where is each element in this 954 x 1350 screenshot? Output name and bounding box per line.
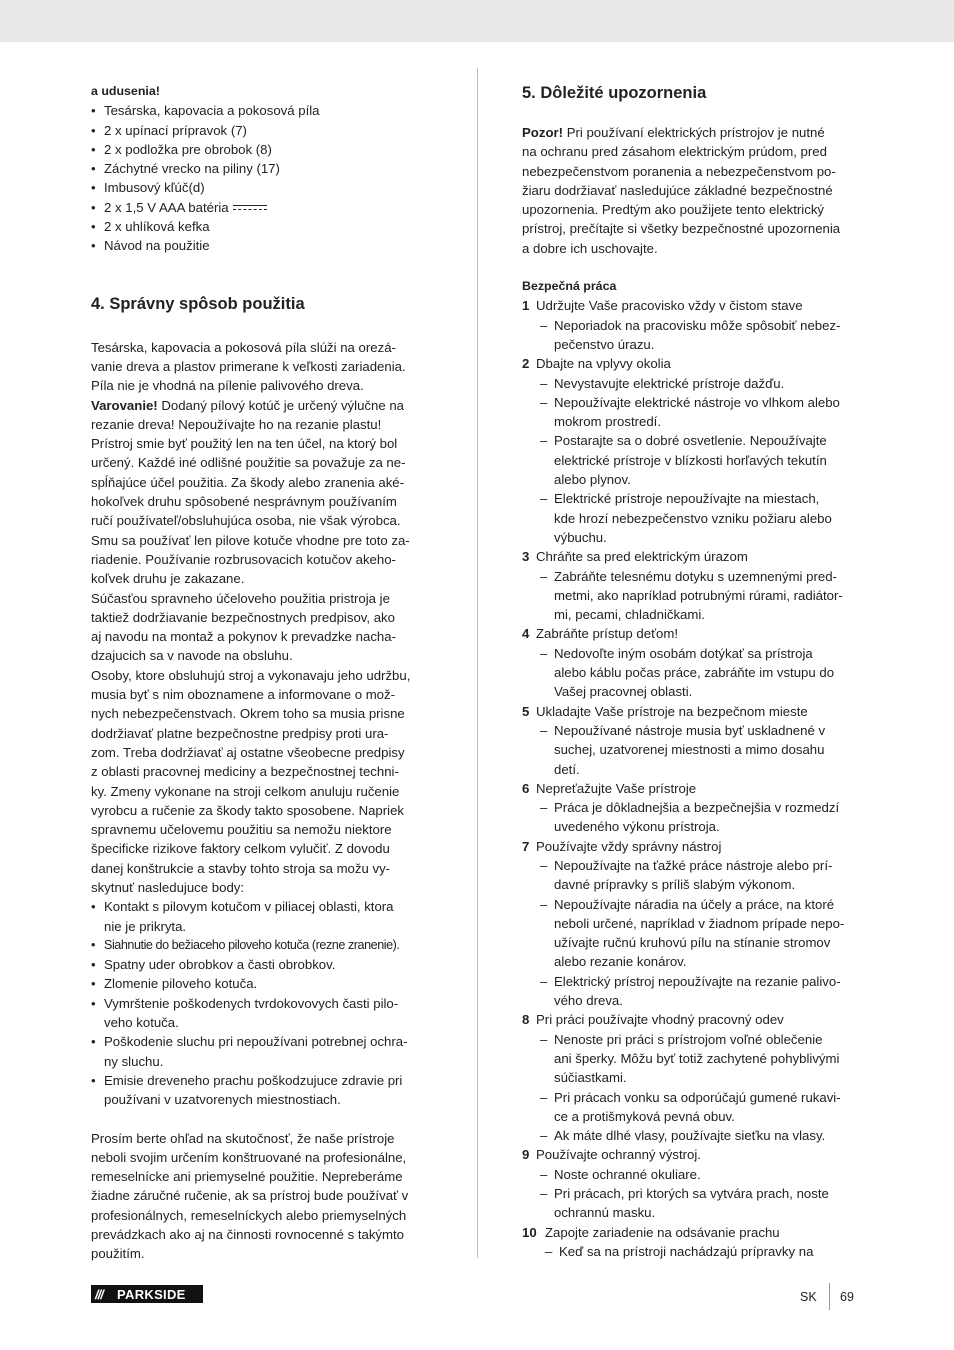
column-divider xyxy=(477,68,478,1258)
rule-subitem xyxy=(522,721,867,779)
rule-subitem-line: alebo káblu počas práce, zabráňte im vstupu do xyxy=(554,665,835,681)
rule-text: Chráňte sa pred elektrickým úrazom xyxy=(536,549,748,565)
risk-item xyxy=(91,1071,436,1110)
parkside-logo xyxy=(91,1285,203,1303)
rule-subitem xyxy=(522,567,867,625)
risk-item xyxy=(91,936,436,955)
rule-subitem-line: neboli určené, napríklad v žiadnom prípade nepo- xyxy=(554,915,845,931)
rule-text: Dbajte na vplyvy okolia xyxy=(536,356,671,372)
rule-subitem-line: Nepoužívajte na ťažké práce nástroje alebo prí- xyxy=(554,857,833,873)
rule-subitem-line: Pri prácach vonku sa odporúčajú gumené rukavi- xyxy=(554,1089,841,1105)
risk-item-line: • Spatny uder obrobkov a časti obrobkov. xyxy=(104,957,336,973)
text-line: použitím. xyxy=(91,1246,145,1262)
rule-subitem-line: Keď sa na prístroji nachádzajú prípravky na xyxy=(559,1243,814,1259)
rule-number: 2 xyxy=(522,356,530,372)
rule-subitem-line: Vašej pracovnej oblasti. xyxy=(554,684,693,700)
rule-subitem-line: ochrannú masku. xyxy=(554,1205,656,1221)
rule-text: Zabráňte prístup deťom! xyxy=(536,626,679,642)
dash-bullet: – xyxy=(540,857,548,873)
text-line: Prístroj smie byť použitý len na ten účel, na ktorý bol xyxy=(91,436,398,452)
safety-rule xyxy=(522,624,867,701)
contents-item-text: Tesárska, kapovacia a pokosová píla xyxy=(104,103,320,119)
text-line: rezanie dreva! Nepoužívajte ho na rezanie plastu! xyxy=(91,416,382,432)
safety-rule xyxy=(522,1223,867,1262)
contents-item xyxy=(91,198,436,217)
safety-rule xyxy=(522,779,867,837)
rule-subitem xyxy=(522,895,867,972)
safety-rule xyxy=(522,1010,867,1145)
text-line: z oblasti pracovnej mediciny a bezpečnostnej techni- xyxy=(91,764,399,780)
rule-heading xyxy=(522,354,867,373)
rule-subitem xyxy=(522,856,867,895)
rule-subitem xyxy=(522,374,867,393)
dash-bullet: – xyxy=(540,394,548,410)
page-number: 69 xyxy=(840,1290,854,1304)
risk-item-line: • Poškodenie sluchu pri nepoužívani potrebnej ochra- xyxy=(104,1034,408,1050)
rule-subitem xyxy=(522,431,867,489)
safety-rule xyxy=(522,354,867,547)
rule-subitem-line: elektrické prístroje v blízkosti horľavých tekutín xyxy=(554,452,827,468)
contents-item-text: 2 x uhlíková kefka xyxy=(104,219,210,235)
logo-stripes-icon: /// xyxy=(95,1286,103,1302)
risk-item xyxy=(91,1032,436,1071)
rule-subitem-line: Nepoužívajte náradia na účely a práce, na ktoré xyxy=(554,896,835,912)
right-column xyxy=(522,82,867,1261)
contents-item xyxy=(91,121,436,140)
risk-item-line: • Kontakt s pilovym kotučom v piliacej oblasti, ktora xyxy=(104,899,394,915)
contents-item-text: 2 x 1,5 V AAA batéria xyxy=(104,199,229,215)
rule-subitem xyxy=(522,1088,867,1127)
text-line: dodržiavať platne bezpečnostne predpisy proti ura- xyxy=(91,725,389,741)
rule-subitem-line: vého dreva. xyxy=(554,993,623,1009)
dash-bullet: – xyxy=(540,433,548,449)
left-column xyxy=(91,82,436,1264)
rule-number: 10 xyxy=(522,1224,537,1240)
risk-item xyxy=(91,994,436,1033)
rule-subitem-line: davné prípravky s príliš slabým výkonom. xyxy=(554,877,796,893)
rule-subitem xyxy=(522,1165,867,1184)
rule-subitem xyxy=(522,1184,867,1223)
footer-separator xyxy=(829,1283,830,1310)
text-line: Prosím berte ohľad na skutočnosť, že naše prístroje xyxy=(91,1130,395,1146)
rule-text: Pri práci používajte vhodný pracovný odev xyxy=(536,1012,784,1028)
rule-subitem xyxy=(522,1030,867,1088)
dash-bullet: – xyxy=(540,317,548,333)
text-line: Píla nie je vhodná na pílenie palivového dreva. xyxy=(91,378,364,394)
safety-rule xyxy=(522,837,867,1011)
rule-subitem-line: Nedovoľte iným osobám dotýkať sa prístroja xyxy=(554,645,813,661)
dash-bullet: – xyxy=(540,645,548,661)
risk-list xyxy=(91,897,436,1109)
contents-item xyxy=(91,101,436,120)
dash-bullet: – xyxy=(540,896,548,912)
dash-bullet: – xyxy=(540,1186,548,1202)
safety-rule xyxy=(522,1145,867,1222)
risk-item-line: veho kotuča. xyxy=(104,1015,179,1031)
contents-item xyxy=(91,178,436,197)
rule-subitem-line: Nepoužívané nástroje musia byť uskladnené v xyxy=(554,722,826,738)
text-line: musia byť s nim oboznamene a informovane o mož- xyxy=(91,687,396,703)
rule-subitem-line: Neporiadok na pracovisku môže spôsobiť nebez- xyxy=(554,317,841,333)
rule-subitem-line: Pri prácach, pri ktorých sa vytvára prach, noste xyxy=(554,1186,829,1202)
text-line: koľvek druhu je zakazane. xyxy=(91,571,245,587)
caution-paragraph: Pozor! Pri používaní elektrických prístrojov je nutné na ochranu pred zásahom elektrickým prúdom, pred nebezpečenstvom poranenia a nebezpečenstvom po- žiaru dodržiavať nasledujúce základné bezpečnostné upozornenia. Predtým ako použijete tento elektrický prístroj, prečítajte si všetky bezpečnostné upozornenia a dobre ich uschovajte. xyxy=(522,123,867,258)
risk-item-line: • Vymrštenie poškodenych tvrdokovovych časti pilo- xyxy=(104,995,399,1011)
rule-text: Nepreťažujte Vaše prístroje xyxy=(536,780,697,796)
contents-item-text: 2 x upínací prípravok (7) xyxy=(104,122,247,138)
safety-rules-list xyxy=(522,296,867,1261)
text-line: nebezpečenstvom poranenia a nebezpečenstvom po- xyxy=(522,163,836,179)
text-line: prístroj, prečítajte si všetky bezpečnostné upozornenia xyxy=(522,221,841,237)
dash-bullet: – xyxy=(540,1128,548,1144)
text-line: žiadne záručné ručenie, ak sa prístroj bude používať v xyxy=(91,1188,409,1204)
rule-number: 8 xyxy=(522,1012,530,1028)
text-line: riadenie. Používanie rozbrusovacich kotučov akeho- xyxy=(91,551,396,567)
safety-rule xyxy=(522,296,867,354)
text-line: na ochranu pred zásahom elektrickým prúdom, pred xyxy=(522,144,827,160)
rule-subitem xyxy=(522,393,867,432)
direct-current-icon xyxy=(233,203,267,213)
rule-subitem xyxy=(522,316,867,355)
text-line: taktiež dodržiavanie bezpečnostnych predpisov, ako xyxy=(91,609,395,625)
rule-subitem-line: Nenoste pri práci s prístrojom voľné oblečenie xyxy=(554,1031,823,1047)
dash-bullet: – xyxy=(540,722,548,738)
rule-number: 3 xyxy=(522,549,530,565)
section-4-title: 4. Správny spôsob použitia xyxy=(91,294,305,313)
text-line: upozornenia. Predtým ako použijete tento elektrický xyxy=(522,202,825,218)
rule-heading xyxy=(522,779,867,798)
rule-subitem xyxy=(522,644,867,702)
contents-item xyxy=(91,140,436,159)
rule-subitem-line: výbuchu. xyxy=(554,529,607,545)
dash-bullet: – xyxy=(545,1243,553,1259)
text-line: a dobre ich uschovajte. xyxy=(522,240,658,256)
risk-item-line: používani v uzatvorenych miestnostiach. xyxy=(104,1092,341,1108)
rule-subitem xyxy=(522,489,867,547)
rule-heading xyxy=(522,1010,867,1029)
contents-item-text: 2 x podložka pre obrobok (8) xyxy=(104,141,272,157)
brand-name: PARKSIDE xyxy=(117,1286,186,1302)
dash-bullet: – xyxy=(540,1166,548,1182)
risk-item-line: nie je prikryta. xyxy=(104,918,187,934)
rule-subitem xyxy=(522,972,867,1011)
contents-item xyxy=(91,236,436,255)
text-line: neboli svojim určením konštruované na profesionálne, xyxy=(91,1149,407,1165)
rule-subitem-line: mokrom prostredí. xyxy=(554,414,661,430)
rule-number: 6 xyxy=(522,780,530,796)
rule-heading xyxy=(522,702,867,721)
text-line: dzajucich sa v navode na obsluhu. xyxy=(91,648,293,664)
rule-subitem-line: kde hrozí nebezpečenstvo vzniku požiaru alebo xyxy=(554,510,832,526)
safety-rule xyxy=(522,547,867,624)
risk-item xyxy=(91,974,436,993)
header-band xyxy=(0,0,954,42)
text-line: spĺňajúce účel použitia. Za škody alebo zranenia aké- xyxy=(91,474,405,490)
rule-number: 7 xyxy=(522,838,530,854)
rule-heading xyxy=(522,837,867,856)
rule-subitem-line: Elektrický prístroj nepoužívajte na rezanie palivo- xyxy=(554,973,841,989)
rule-subitem-line: alebo rezanie konárov. xyxy=(554,954,687,970)
text-line: ručí používateľ/obsluhujúca osoba, nie však výrobca. xyxy=(91,513,401,529)
contents-intro: a udusenia! xyxy=(91,84,160,98)
text-line: remeselnícke ani priemyselné použitie. Nepreberáme xyxy=(91,1169,403,1185)
text-line: špecificke rizikove faktory celkom vylučiť. Z dovodu xyxy=(91,841,390,857)
section-5-title: 5. Dôležité upozornenia xyxy=(522,84,707,102)
text-line: vyrobcu a ručenie za škody takto sposobene. Napriek xyxy=(91,802,405,818)
contents-item xyxy=(91,217,436,236)
rule-subitem-line: Noste ochranné okuliare. xyxy=(554,1166,701,1182)
text-line: prevádzkach ako aj na činnosti rovnocenné s takýmto xyxy=(91,1227,405,1243)
risk-item xyxy=(91,897,436,936)
rule-heading xyxy=(522,296,867,315)
text-line: zom. Treba dodržiavať aj ostatne všeobecne predpisy xyxy=(91,744,405,760)
rule-subitem-line: uvedeného výkonu prístroja. xyxy=(554,819,720,835)
section-4-paragraph-2: Varovanie! Dodaný pílový kotúč je určený výlučne na rezanie dreva! Nepoužívajte ho na rezanie plastu! Prístroj smie byť použitý len na ten účel, na ktorý bol určený. Každé iné odlišné použitie sa považuje za ne- spĺňajúce účel použitia. Za škody alebo zranenia aké- hokoľvek druhu spôsobené nesprávnym používaním ručí používateľ/obsluhujúca osoba, nie však výrobca. Smu sa používať len pilove kotuče vhodne pre toto za- riadenie. Používanie rozbrusovacich kotučov akeho- koľvek druhu je zakazane. Súčasťou spravneho účeloveho použitia pristroja je taktiež dodržiavanie bezpečnostnych predpisov, ako aj navodu na montaž a pokynov k prevadzke nacha- dzajucich sa v navode na obsluhu. Osoby, ktore obsluhujú stroj a vykonavaju jeho udržbu, musia byť s nim oboznamene a informovane o mož- nych nebezpečenstvach. Okrem toho sa musia prisne dodržiavať platne bezpečnostne predpisy proti ura- zom. Treba dodržiavať aj ostatne všeobecne predpisy z oblasti pracovnej mediciny a bezpečnostnej techni- ky. Zmeny vykonane na stroji celkom anuluju ručenie vyrobcu a ručenie za škody takto sposobene. Napriek spravnemu učelovemu použitiu sa nemožu niektore špecificke rizikove faktory celkom vylučiť. Z dovodu danej konštrukcie a stavby tohto stroja sa možu vy- skytnuť nasledujuce body: xyxy=(91,396,436,898)
rule-subitem xyxy=(522,798,867,837)
rule-subitem-line: užívajte ručnú kruhovú pílu na stínanie stromov xyxy=(554,935,831,951)
rule-subitem xyxy=(522,1242,867,1261)
section-4-paragraph-1 xyxy=(91,338,436,396)
text-line: nych nebezpečenstvach. Okrem toho sa musia prisne xyxy=(91,706,405,722)
dash-bullet: – xyxy=(540,568,548,584)
rule-number: 5 xyxy=(522,703,530,719)
rule-subitem-line: alebo plynov. xyxy=(554,472,631,488)
rule-heading xyxy=(522,1223,867,1242)
text-line: Súčasťou spravneho účeloveho použitia pristroja je xyxy=(91,590,390,606)
contents-item-text: Návod na použitie xyxy=(104,238,210,254)
rule-number: 9 xyxy=(522,1147,530,1163)
language-code: SK xyxy=(800,1290,817,1304)
rule-heading xyxy=(522,547,867,566)
risk-item-line: • Siahnutie do bežiaceho piloveho kotuča (rezne zranenie). xyxy=(104,937,400,952)
text-line: danej konštrukcie a stavby tohto stroja sa možu vy- xyxy=(91,860,391,876)
text-line: Osoby, ktore obsluhujú stroj a vykonavaju jeho udržbu, xyxy=(91,667,411,683)
dash-bullet: – xyxy=(540,375,548,391)
contents-item xyxy=(91,159,436,178)
contents-list xyxy=(91,101,436,255)
rule-subitem-line: Ak máte dlhé vlasy, používajte sieťku na vlasy. xyxy=(554,1128,826,1144)
rule-text: Zapojte zariadenie na odsávanie prachu xyxy=(545,1224,780,1240)
text-line: ky. Zmeny vykonane na stroji celkom anuluju ručenie xyxy=(91,783,400,799)
rule-text: Používajte vždy správny nástroj xyxy=(536,838,722,854)
rule-subitem-line: Postarajte sa o dobré osvetlenie. Nepoužívajte xyxy=(554,433,827,449)
dash-bullet: – xyxy=(540,800,548,816)
caution-label: Pozor! xyxy=(522,125,564,140)
rule-subitem-line: súčiastkami. xyxy=(554,1070,627,1086)
text-line: aj navodu na montaž a pokynov k prevadzke nacha- xyxy=(91,629,396,645)
text-line: profesionálnych, remeselníckych alebo priemyselných xyxy=(91,1207,407,1223)
rule-text: Používajte ochranný výstroj. xyxy=(536,1147,701,1163)
contents-item-text: Imbusový kľúč(d) xyxy=(104,180,205,196)
risk-item-line: • Emisie dreveneho prachu poškodzujuce zdravie pri xyxy=(104,1072,403,1088)
dash-bullet: – xyxy=(540,491,548,507)
rule-subitem-line: pečenstvo úrazu. xyxy=(554,336,655,352)
safe-work-title: Bezpečná práca xyxy=(522,279,617,294)
dash-bullet: – xyxy=(540,1031,548,1047)
rule-text: Ukladajte Vaše prístroje na bezpečnom mieste xyxy=(536,703,808,719)
rule-subitem-line: ani šperky. Môžu byť totiž zachytené pohyblivými xyxy=(554,1050,840,1066)
risk-item-line: • Zlomenie piloveho kotuča. xyxy=(104,976,258,992)
dash-bullet: – xyxy=(540,973,548,989)
section-4-paragraph-3 xyxy=(91,1129,436,1264)
rule-number: 4 xyxy=(522,626,530,642)
rule-subitem-line: mi, pecami, chladničkami. xyxy=(554,607,705,623)
rule-subitem-line: Práca je dôkladnejšia a bezpečnejšia v rozmedzí xyxy=(554,800,840,816)
text-line: spravnemu učelovemu použitiu sa nemožu niektore xyxy=(91,822,392,838)
rule-heading xyxy=(522,1145,867,1164)
text-line: vanie dreva a plastov primerane k veľkosti zariadenia. xyxy=(91,358,406,374)
text-line: skytnuť nasledujuce body: xyxy=(91,879,245,895)
rule-subitem-line: ce a protišmyková pevná obuv. xyxy=(554,1108,735,1124)
rule-subitem-line: Nepoužívajte elektrické nástroje vo vlhkom alebo xyxy=(554,394,840,410)
rule-subitem xyxy=(522,1126,867,1145)
risk-item-line: ny sluchu. xyxy=(104,1053,164,1069)
rule-number: 1 xyxy=(522,298,530,314)
text-line: hokoľvek druhu spôsobené nesprávnym používaním xyxy=(91,494,397,510)
rule-subitem-line: Nevystavujte elektrické prístroje dažďu. xyxy=(554,375,785,391)
risk-item xyxy=(91,955,436,974)
rule-subitem-line: detí. xyxy=(554,761,580,777)
contents-item-text: Záchytné vrecko na piliny (17) xyxy=(104,161,280,177)
text-line: žiaru dodržiavať nasledujúce základné bezpečnostné xyxy=(522,182,833,198)
rule-subitem-line: suchej, uzatvorenej miestnosti a mimo dosahu xyxy=(554,742,825,758)
warning-label: Varovanie! xyxy=(91,397,158,413)
rule-text: Udržujte Vaše pracovisko vždy v čistom stave xyxy=(536,298,803,314)
rule-heading xyxy=(522,624,867,643)
text-line: Smu sa používať len pilove kotuče vhodne pre toto za- xyxy=(91,532,410,548)
text-line: určený. Každé iné odlišné použitie sa považuje za ne- xyxy=(91,455,406,471)
rule-subitem-line: Zabráňte telesnému dotyku s uzemnenými pred- xyxy=(554,568,837,584)
rule-subitem-line: Elektrické prístroje nepoužívajte na miestach, xyxy=(554,491,820,507)
rule-subitem-line: metmi, ako napríklad potrubnými rúrami, radiátor- xyxy=(554,587,843,603)
dash-bullet: – xyxy=(540,1089,548,1105)
text-line: Tesárska, kapovacia a pokosová píla slúži na orezá- xyxy=(91,339,396,355)
safety-rule xyxy=(522,702,867,779)
